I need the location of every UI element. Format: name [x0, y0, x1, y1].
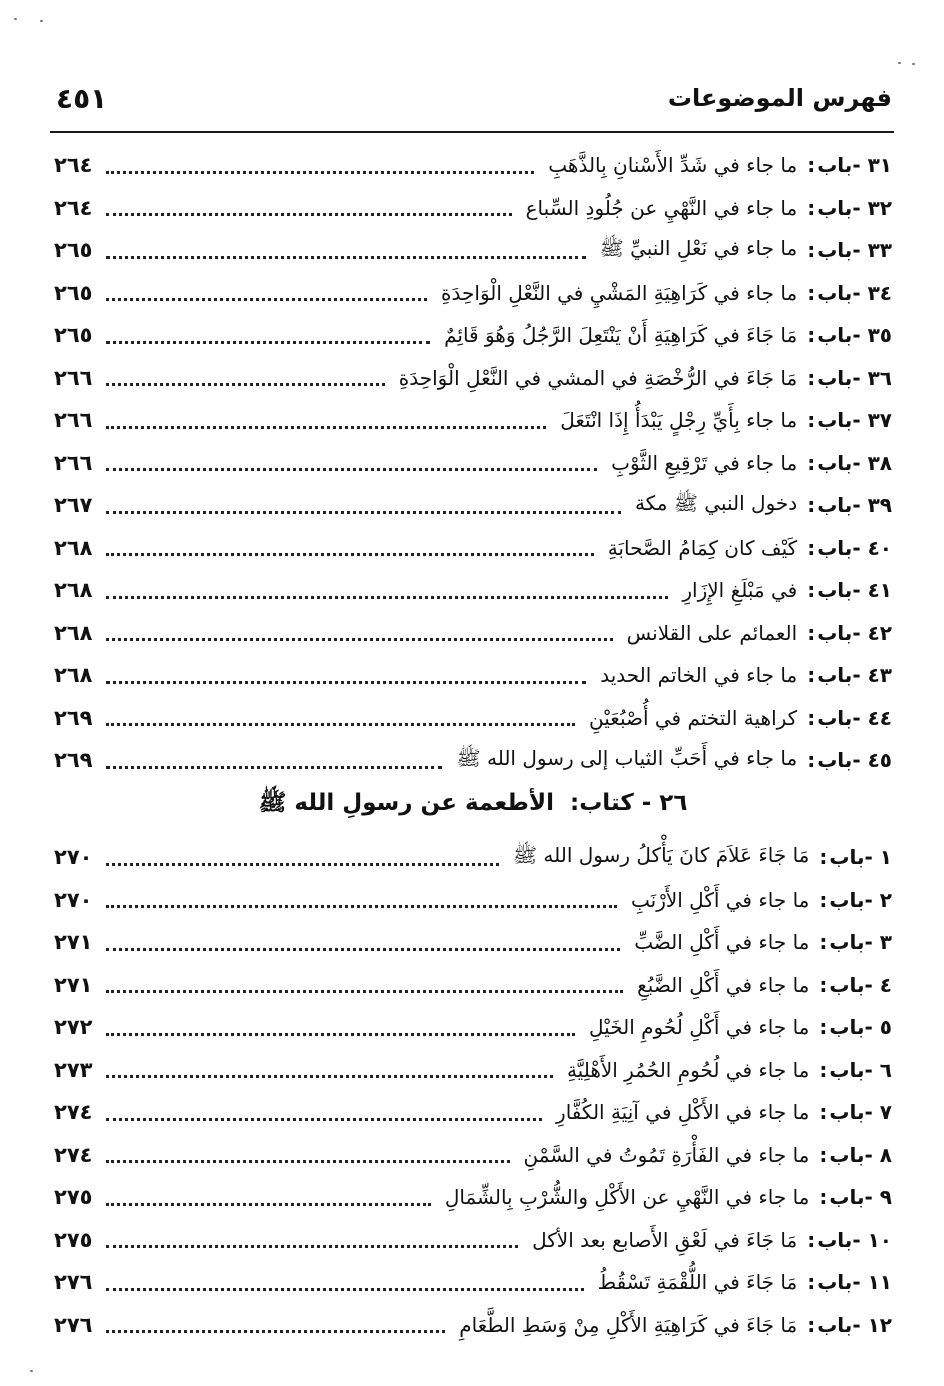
toc-entry-number: ٨ - [864, 1142, 892, 1167]
toc-entry-label: باب [817, 280, 853, 305]
dot-leader [106, 1027, 575, 1036]
scan-speck [30, 1370, 33, 1372]
toc-entry [54, 739, 892, 782]
dot-leader [106, 165, 534, 174]
dot-leader [106, 505, 621, 514]
toc-entry-number: ١٠ - [852, 1227, 892, 1252]
toc-entry-separator: : [807, 195, 816, 220]
toc-entry-label: باب [817, 663, 853, 688]
toc-entry-number: ٤١ - [852, 578, 892, 603]
toc-entry-label: باب [829, 1057, 865, 1082]
toc-entry-title: مَا جَاءَ في كَرَاهِيَةِ أَنْ يَنْتَعِلَ الرَّجُلُ وَهُوَ قَائِمٌ [444, 323, 798, 348]
toc-entry-title: ما جاء في لُحُومِ الحُمُرِ الأَهْلِيَّةِ [566, 1057, 810, 1082]
toc-entry-number: ٤ - [864, 972, 892, 997]
toc-entry-separator: : [819, 1015, 828, 1040]
toc-entry-separator: : [807, 1312, 816, 1337]
toc-entry-separator: : [819, 1100, 828, 1125]
toc-entry-separator: : [807, 1227, 816, 1252]
toc-entry-number: ٢ - [864, 887, 892, 912]
header-title: فهرس الموضوعات [667, 84, 892, 112]
dot-leader [106, 250, 586, 259]
toc-entry-page: ٢٦٨ [54, 620, 93, 645]
header-page-number: ٤٥١ [56, 82, 108, 115]
toc-entry-label: باب [817, 365, 853, 390]
toc-entry-number: ٣١ - [852, 153, 892, 178]
toc-entry-label: باب [817, 578, 853, 603]
toc-entry-page: ٢٧٦ [54, 1270, 93, 1295]
toc-entry [54, 144, 892, 187]
toc-entry [54, 187, 892, 230]
toc-entry-label: باب [817, 1312, 853, 1337]
toc-entry-separator: : [807, 153, 816, 178]
toc-entry-separator: : [819, 1057, 828, 1082]
dot-leader [106, 292, 427, 301]
toc-entry-separator: : [819, 1185, 828, 1210]
dot-leader [106, 590, 668, 599]
toc-entry-number: ١ - [864, 845, 892, 870]
toc-entry-separator: : [807, 450, 816, 475]
toc-entry-separator: : [807, 1270, 816, 1295]
toc-entry [54, 314, 892, 357]
toc-entry-number: ٤٥ - [852, 748, 892, 773]
toc-entry [54, 442, 892, 485]
toc-entry-separator: : [807, 535, 816, 560]
toc-entry-title: مَا جَاءَ عَلاَمَ كانَ يَأْكلُ رسول الله ﷺ [512, 842, 810, 867]
toc-entry-title: ما جاء في أَكْلِ الأَرْنَبِ [631, 887, 810, 912]
toc-entry-page: ٢٦٩ [54, 705, 93, 730]
toc-entry-title: ما جاء في نَعْلِ النبيِّ ﷺ [599, 235, 798, 260]
dot-leader [106, 335, 430, 344]
toc-entry [54, 1176, 892, 1219]
toc-entry-title: ما جاء في أَحَبِّ الثياب إلى رسول الله ﷺ [456, 745, 798, 770]
toc-entry [54, 1006, 892, 1049]
toc-entry [54, 229, 892, 272]
toc-entry-label: باب [817, 1270, 853, 1295]
toc-entry-title: ما جاء في الفَأْرَةِ تَمُوتُ في السَّمْنِ [523, 1142, 810, 1167]
toc-entry-title: ما جاء في النَّهْيِ عن جُلُودِ السِّباع [525, 195, 798, 220]
toc-entry-label: باب [817, 195, 853, 220]
toc-entry-label: باب [817, 408, 853, 433]
toc-entry-title: ما جاء في الخاتم الحديد [600, 663, 798, 688]
toc-entry-label: باب [817, 450, 853, 475]
toc-entry-page: ٢٦٥ [54, 280, 93, 305]
toc-entry-label: باب [817, 493, 853, 518]
toc-entry-separator: : [807, 365, 816, 390]
toc-entry-page: ٢٦٥ [54, 323, 93, 348]
toc-entry-number: ٤٢ - [852, 620, 892, 645]
dot-leader [106, 1324, 445, 1333]
toc-entry-page: ٢٦٤ [54, 153, 93, 178]
toc-entry-page: ٢٦٨ [54, 578, 93, 603]
dot-leader [106, 547, 594, 556]
toc-entry-number: ٣٨ - [852, 450, 892, 475]
dot-leader [106, 717, 575, 726]
dot-leader [106, 984, 623, 993]
dot-leader [106, 1112, 542, 1121]
toc-entry-page: ٢٧٠ [54, 887, 93, 912]
toc-entry-label: باب [817, 620, 853, 645]
toc-entry-page: ٢٧٦ [54, 1312, 93, 1337]
dot-leader [106, 675, 586, 684]
toc-entry-title: مَا جَاءَ في كَرَاهِيَةِ الأَكْلِ مِنْ وَسَطِ الطَّعَامِ [459, 1312, 798, 1337]
toc-entry-title: ما جاء بِأَيِّ رِجْلٍ يَبْدَأُ إِذَا انْتَعَلَ [560, 408, 798, 433]
toc-entry-title: دخول النبي ﷺ مكة [634, 490, 798, 515]
page-header [50, 82, 892, 122]
book-heading-title: الأطعمة عن رسولِ الله ﷺ [258, 790, 554, 816]
toc-entry-label: باب [829, 1015, 865, 1040]
toc-entry-number: ٣٧ - [852, 408, 892, 433]
toc-entry [54, 357, 892, 400]
header-divider [50, 131, 894, 133]
dot-leader [106, 377, 385, 386]
toc-entry-label: باب [817, 238, 853, 263]
dot-leader [106, 760, 442, 769]
toc-entry-separator: : [819, 930, 828, 955]
toc-entry-label: باب [829, 1185, 865, 1210]
toc-entry-title: ما جاء في تَرْقِيعِ الثَّوْبِ [611, 450, 798, 475]
toc-entry [54, 1304, 892, 1347]
toc-entry-title: ما جاء في الأَكْلِ في آنِيَةِ الكُفَّارِ [556, 1100, 810, 1125]
toc-entry [54, 836, 892, 879]
toc-entry [54, 921, 892, 964]
dot-leader [106, 1239, 518, 1248]
toc-entry-title: في مَبْلَغِ الإِزَارِ [682, 578, 798, 603]
toc-entry-separator: : [819, 887, 828, 912]
toc-entry-page: ٢٧٥ [54, 1227, 93, 1252]
toc-entry [54, 879, 892, 922]
dot-leader [106, 1197, 431, 1206]
toc-entry [54, 964, 892, 1007]
toc-entry-number: ٤٤ - [852, 705, 892, 730]
toc-entry-number: ٥ - [864, 1015, 892, 1040]
toc-entry-label: باب [829, 972, 865, 997]
toc-entry-page: ٢٦٦ [54, 450, 93, 475]
toc-entry-separator: : [819, 845, 828, 870]
dot-leader [106, 1282, 584, 1291]
toc-entry-page: ٢٧٣ [54, 1057, 93, 1082]
toc-entry-page: ٢٧١ [54, 972, 93, 997]
toc-entry-separator: : [807, 748, 816, 773]
book-heading [54, 788, 892, 822]
toc-entry-page: ٢٦٨ [54, 535, 93, 560]
toc-entry [54, 484, 892, 527]
toc-entry-title: مَا جَاءَ في الرُّخْصَةِ في المشي في النَّعْلِ الْوَاحِدَةِ [398, 365, 798, 390]
scan-speck [898, 62, 901, 64]
toc-entry-label: باب [817, 748, 853, 773]
toc-entry [54, 1091, 892, 1134]
toc-entry-number: ٦ - [864, 1057, 892, 1082]
toc-entry-number: ٤٠ - [852, 535, 892, 560]
toc-entry-separator: : [807, 493, 816, 518]
dot-leader [106, 207, 512, 216]
toc-entry-page: ٢٦٦ [54, 365, 93, 390]
toc-entry-title: كَيْف كان كِمَامُ الصَّحابَةِ [607, 535, 798, 560]
toc-entry-page: ٢٦٨ [54, 663, 93, 688]
toc-entry-page: ٢٧٤ [54, 1100, 93, 1125]
dot-leader [106, 942, 620, 951]
toc-entry-number: ٣٥ - [852, 323, 892, 348]
toc-entry-page: ٢٦٦ [54, 408, 93, 433]
toc-entry-label: باب [817, 323, 853, 348]
toc-entry-title: ما جاء في أَكْلِ لُحُومِ الخَيْلِ [589, 1015, 810, 1040]
toc-entry-separator: : [807, 663, 816, 688]
scan-speck [14, 18, 17, 20]
toc-entry-separator: : [807, 280, 816, 305]
toc-entry-number: ٣٦ - [852, 365, 892, 390]
toc-entry-number: ٧ - [864, 1100, 892, 1125]
toc-entry-separator: : [807, 620, 816, 645]
toc-entry [54, 654, 892, 697]
toc-entry [54, 569, 892, 612]
toc-entry [54, 272, 892, 315]
toc-entry-title: ما جاء في أَكْلِ الضَّبُعِ [637, 972, 810, 997]
toc-entry-label: باب [817, 705, 853, 730]
toc-entry-title: ما جاء في كَرَاهِيَةِ المَشْيِ في النَّعْلِ الْوَاحِدَةِ [441, 280, 798, 305]
toc-entry [54, 527, 892, 570]
toc-entry-number: ٣٩ - [852, 493, 892, 518]
toc-entry-title: العمائم على القلانس [626, 620, 798, 645]
dot-leader [106, 420, 546, 429]
toc-entry-number: ٣ - [864, 930, 892, 955]
dot-leader [106, 1154, 510, 1163]
toc-entry-title: كراهية التختم في أُصْبُعَيْنِ [589, 705, 798, 730]
toc-entry-separator: : [819, 1142, 828, 1167]
toc-entry-title: ما جاء في شَدِّ الأَسْنانِ بِالذَّهَبِ [548, 153, 798, 178]
toc-entry-number: ٣٤ - [852, 280, 892, 305]
toc-entry [54, 697, 892, 740]
toc-entry-page: ٢٦٥ [54, 238, 93, 263]
toc-entry-title: ما جاء في النَّهْيِ عن الأَكْلِ والشُّرْبِ بِالشِّمَالِ [444, 1185, 810, 1210]
toc-entry-label: باب [829, 887, 865, 912]
scan-speck [40, 20, 43, 22]
dot-leader [106, 857, 499, 866]
toc-entry-label: باب [829, 1142, 865, 1167]
toc-section-foods [54, 836, 892, 1346]
toc-entry-label: باب [829, 1100, 865, 1125]
toc-entry-label: باب [829, 845, 865, 870]
toc-entry-page: ٢٦٧ [54, 493, 93, 518]
toc-entry-page: ٢٧٠ [54, 845, 93, 870]
toc-entry-label: باب [817, 535, 853, 560]
toc-entry-separator: : [807, 705, 816, 730]
toc-entry-title: ما جاء في أَكْلِ الضَّبِّ [634, 930, 810, 955]
toc-entry-page: ٢٦٤ [54, 195, 93, 220]
toc-entry-separator: : [807, 323, 816, 348]
dot-leader [106, 462, 597, 471]
toc-entry-label: باب [817, 153, 853, 178]
dot-leader [106, 899, 617, 908]
toc-entry [54, 1219, 892, 1262]
book-heading-number: ٢٦ - كتاب: [570, 790, 688, 816]
toc-entry-label: باب [817, 1227, 853, 1252]
toc-entry-title: مَا جَاءَ في اللُّقْمَةِ تَسْقُطُ [597, 1270, 798, 1295]
toc-entry-title: مَا جَاءَ في لَعْقِ الأَصابع بعد الأكل [532, 1227, 798, 1252]
toc-entry-number: ١٢ - [852, 1312, 892, 1337]
toc-entry-number: ٩ - [864, 1185, 892, 1210]
toc-entry-number: ١١ - [852, 1270, 892, 1295]
toc-entry-separator: : [819, 972, 828, 997]
toc-entry-number: ٣٣ - [852, 238, 892, 263]
toc-entry-separator: : [807, 578, 816, 603]
toc-entry-page: ٢٧٤ [54, 1142, 93, 1167]
toc-entry [54, 399, 892, 442]
toc-section-clothing [54, 144, 892, 782]
toc-entry-label: باب [829, 930, 865, 955]
toc-entry-page: ٢٧٢ [54, 1015, 93, 1040]
toc-entry [54, 1261, 892, 1304]
toc-entry-page: ٢٦٩ [54, 748, 93, 773]
toc-entry [54, 1049, 892, 1092]
toc-entry-separator: : [807, 408, 816, 433]
toc-entry-separator: : [807, 238, 816, 263]
toc-entry-number: ٤٣ - [852, 663, 892, 688]
dot-leader [106, 1069, 553, 1078]
toc-entry-page: ٢٧١ [54, 930, 93, 955]
toc-entry [54, 612, 892, 655]
toc-entry-page: ٢٧٥ [54, 1185, 93, 1210]
toc-entry [54, 1134, 892, 1177]
dot-leader [106, 632, 613, 641]
toc-entry-number: ٣٢ - [852, 195, 892, 220]
scan-speck [912, 63, 915, 65]
